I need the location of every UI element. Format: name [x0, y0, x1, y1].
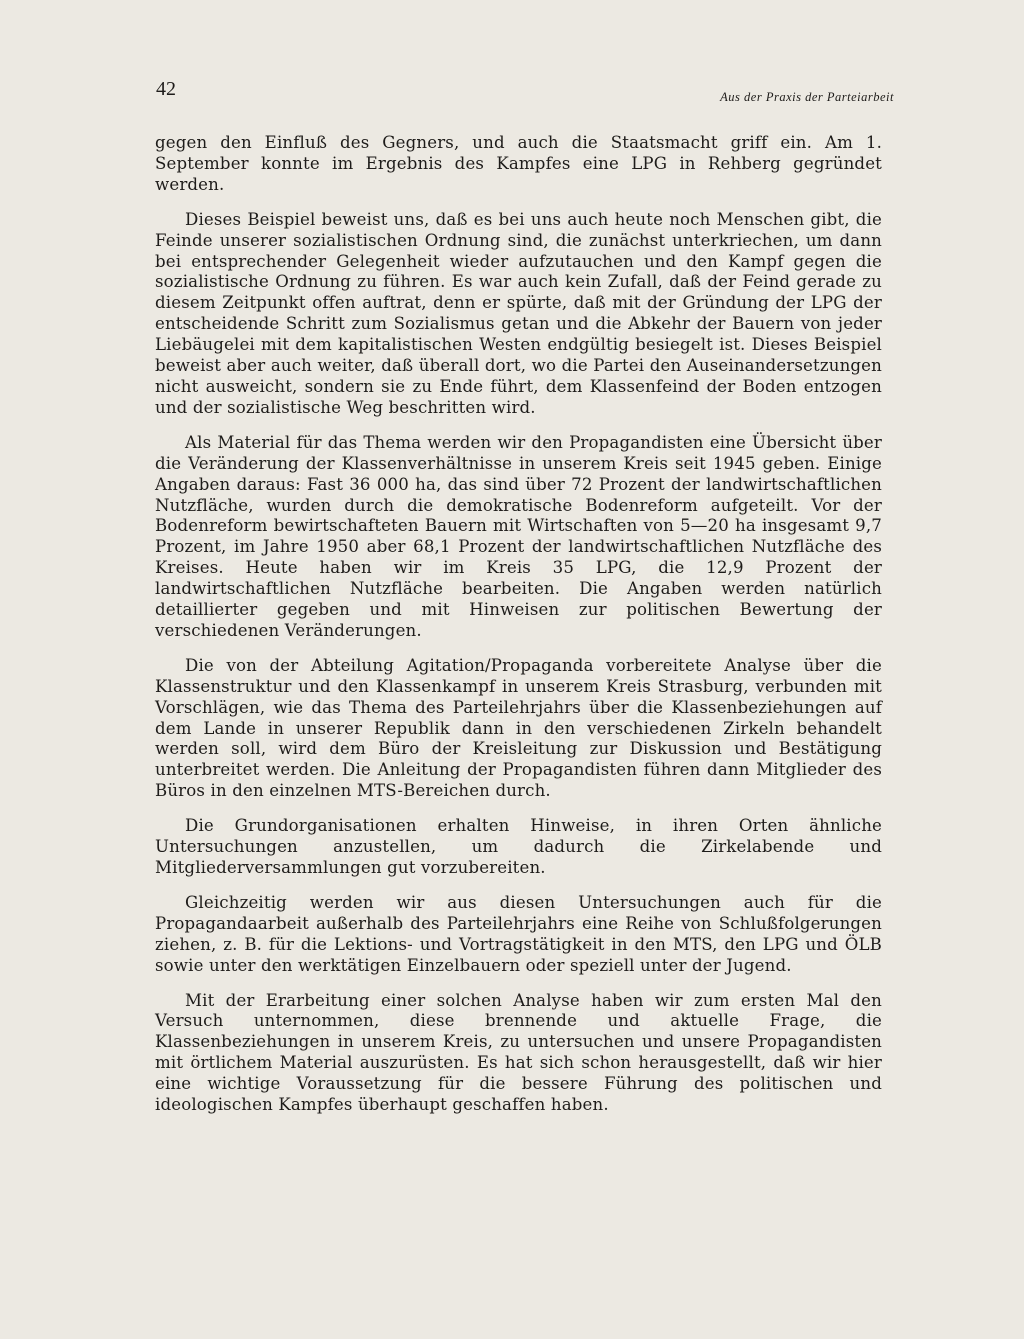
page-number: 42	[156, 78, 176, 100]
paragraph: gegen den Einfluß des Gegners, und auch die Staatsmacht griff ein. Am 1. September konnte im Ergebnis des Kampfes eine LPG in Rehberg gegründet werden.	[155, 133, 882, 194]
paragraph: Dieses Beispiel beweist uns, daß es bei uns auch heute noch Menschen gibt, die Feinde unserer sozialistischen Ordnung sind, die zunächst unterkriechen, um dann bei entsprechender Gelegenheit wieder aufzutauchen und den Kampf gegen die sozialistische Ordnung zu führen. Es war auch kein Zufall, daß der Feind gerade zu diesem Zeitpunkt offen auftrat, denn er spürte, daß mit der Gründung der LPG der entscheidende Schritt zum Sozialismus getan und die Abkehr der Bauern von jeder Liebäugelei mit dem kapitalistischen Westen endgültig besiegelt ist. Dieses Beispiel beweist aber auch weiter, daß überall dort, wo die Partei den Auseinandersetzungen nicht ausweicht, sondern sie zu Ende führt, dem Klassenfeind der Boden entzogen und der sozialistische Weg beschritten wird.	[155, 209, 882, 417]
paragraph: Die Grundorganisationen erhalten Hinweise, in ihren Orten ähnliche Untersuchungen anzustellen, um dadurch die Zirkelabende und Mitgliederversammlungen gut vorzubereiten.	[155, 816, 882, 877]
paragraph: Als Material für das Thema werden wir den Propagandisten eine Übersicht über die Veränderung der Klassenverhältnisse in unserem Kreis seit 1945 geben. Einige Angaben daraus: Fast 36 000 ha, das sind über 72 Prozent der landwirtschaftlichen Nutzfläche, wurden durch die demokratische Bodenreform aufgeteilt. Vor der Bodenreform bewirtschafteten Bauern mit Wirtschaften von 5—20 ha insgesamt 9,7 Prozent, im Jahre 1950 aber 68,1 Prozent der landwirtschaftlichen Nutzfläche des Kreises. Heute haben wir im Kreis 35 LPG, die 12,9 Prozent der landwirtschaftlichen Nutzfläche bearbeiten. Die Angaben werden natürlich detaillierter gegeben und mit Hinweisen zur politischen Bewertung der verschiedenen Veränderungen.	[155, 432, 882, 640]
paragraph: Gleichzeitig werden wir aus diesen Untersuchungen auch für die Propagandaarbeit außerhalb des Parteilehrjahrs eine Reihe von Schlußfolgerungen ziehen, z. B. für die Lektions- und Vortragstätigkeit in den MTS, den LPG und ÖLB sowie unter den werktätigen Einzelbauern oder speziell unter der Jugend.	[155, 892, 882, 975]
paragraph: Mit der Erarbeitung einer solchen Analyse haben wir zum ersten Mal den Versuch unternommen, diese brennende und aktuelle Frage, die Klassenbeziehungen in unserem Kreis, zu untersuchen und unsere Propagandisten mit örtlichem Material auszurüsten. Es hat sich schon herausgestellt, daß wir hier eine wichtige Voraussetzung für die bessere Führung des politischen und ideologischen Kampfes überhaupt geschaffen haben.	[155, 990, 882, 1115]
body-text	[155, 133, 882, 1130]
running-title: Aus der Praxis der Parteiarbeit	[720, 90, 894, 104]
paragraph: Die von der Abteilung Agitation/Propaganda vorbereitete Analyse über die Klassenstruktur und den Klassenkampf in unserem Kreis Strasburg, verbunden mit Vorschlägen, wie das Thema des Parteilehrjahrs über die Klassenbeziehungen auf dem Lande in unserer Republik dann in den verschiedenen Zirkeln behandelt werden soll, wird dem Büro der Kreisleitung zur Diskussion und Bestätigung unterbreitet werden. Die Anleitung der Propagandisten führen dann Mitglieder des Büros in den einzelnen MTS-Bereichen durch.	[155, 655, 882, 801]
